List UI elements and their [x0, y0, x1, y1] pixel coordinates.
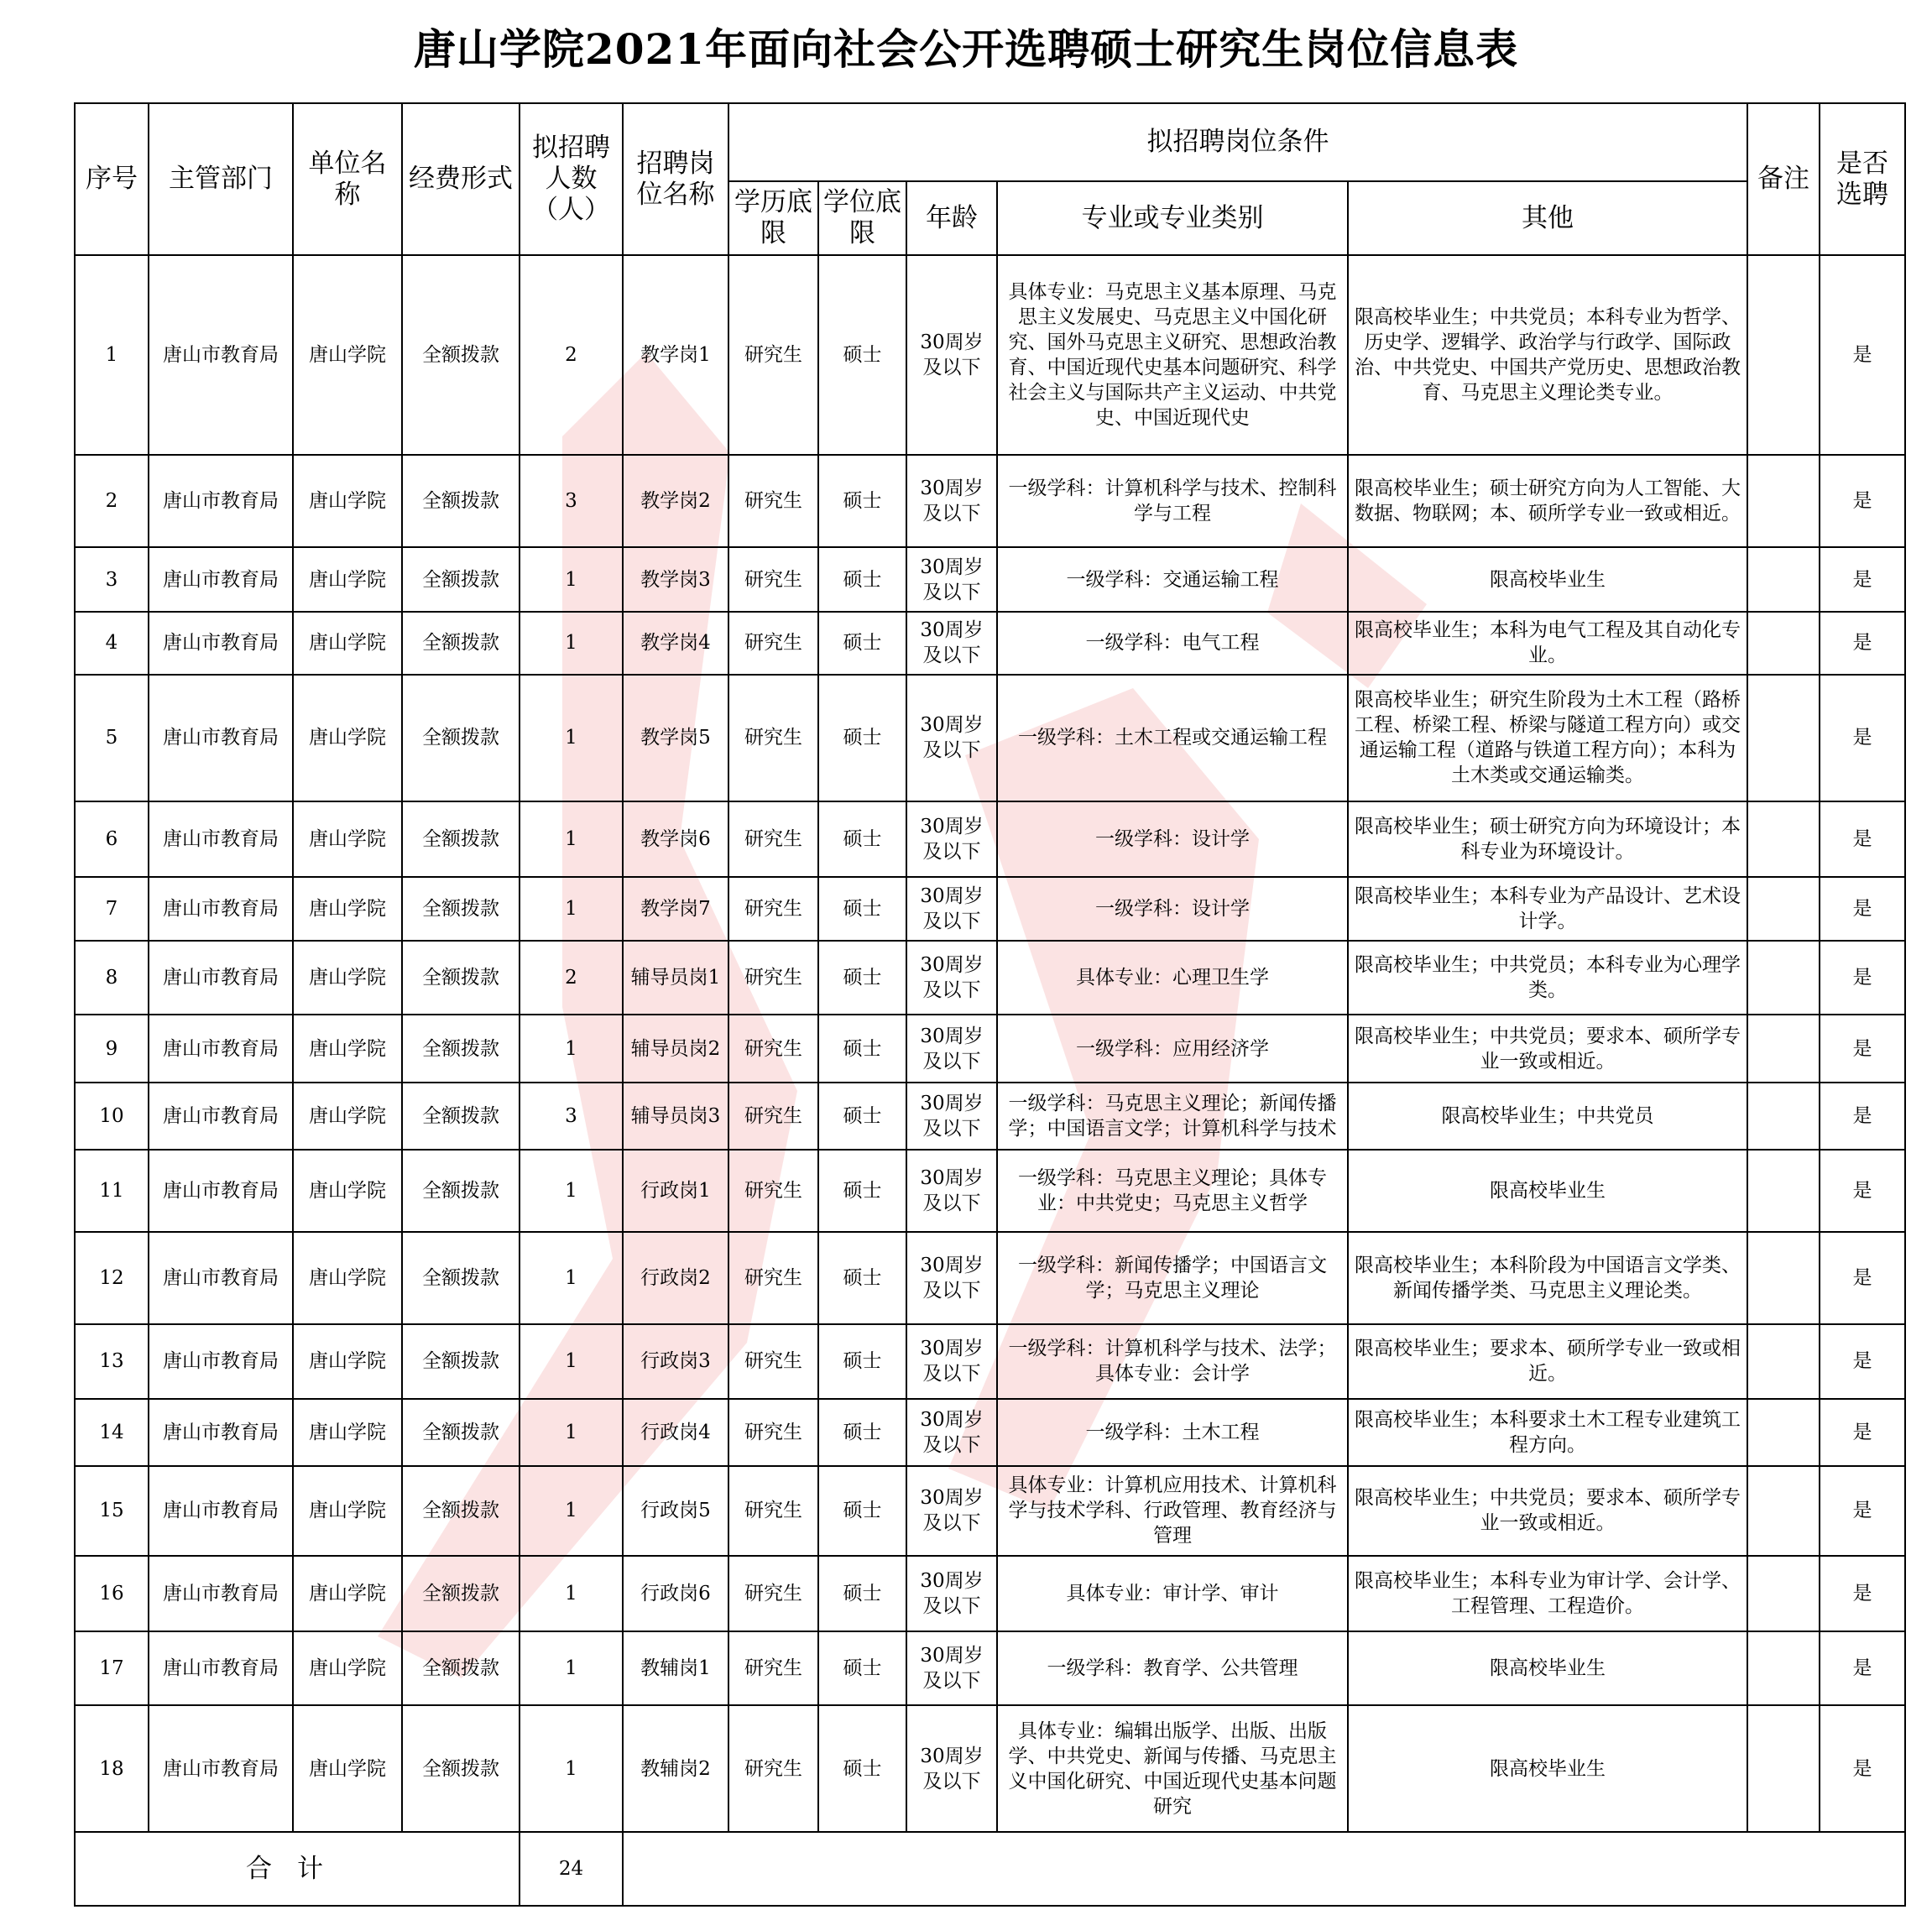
cell-age: 30周岁及以下 [906, 877, 997, 941]
cell-seq: 1 [75, 255, 149, 455]
cell-major: 具体专业：计算机应用技术、计算机科学与技术学科、行政管理、教育经济与管理 [997, 1466, 1348, 1556]
cell-unit: 唐山学院 [293, 1083, 402, 1150]
cell-count: 1 [520, 547, 623, 612]
cell-funding: 全额拨款 [402, 1705, 520, 1831]
table-row [75, 255, 1905, 455]
cell-select: 是 [1820, 1466, 1905, 1556]
cell-other: 限高校毕业生；中共党员；本科专业为心理学类。 [1348, 941, 1747, 1015]
cell-seq: 6 [75, 801, 149, 877]
cell-dept: 唐山市教育局 [149, 547, 293, 612]
table-row [75, 547, 1905, 612]
cell-remark [1747, 455, 1820, 547]
cell-post: 辅导员岗3 [623, 1083, 728, 1150]
cell-select: 是 [1820, 1556, 1905, 1631]
header-other: 其他 [1348, 181, 1747, 255]
cell-other: 限高校毕业生；本科要求土木工程专业建筑工程方向。 [1348, 1399, 1747, 1466]
cell-major: 一级学科：应用经济学 [997, 1015, 1348, 1082]
table-row [75, 1324, 1905, 1398]
cell-age: 30周岁及以下 [906, 1083, 997, 1150]
cell-dept: 唐山市教育局 [149, 1466, 293, 1556]
cell-seq: 16 [75, 1556, 149, 1631]
cell-count: 1 [520, 1232, 623, 1324]
cell-count: 3 [520, 1083, 623, 1150]
cell-unit: 唐山学院 [293, 1150, 402, 1232]
cell-select: 是 [1820, 1705, 1905, 1831]
table-row [75, 801, 1905, 877]
cell-other: 限高校毕业生 [1348, 1150, 1747, 1232]
cell-remark [1747, 675, 1820, 801]
cell-other: 限高校毕业生；中共党员 [1348, 1083, 1747, 1150]
cell-seq: 7 [75, 877, 149, 941]
cell-degree: 硕士 [818, 1324, 906, 1398]
cell-other: 限高校毕业生；本科专业为审计学、会计学、工程管理、工程造价。 [1348, 1556, 1747, 1631]
cell-age: 30周岁及以下 [906, 1705, 997, 1831]
cell-post: 教学岗1 [623, 255, 728, 455]
cell-remark [1747, 1705, 1820, 1831]
cell-dept: 唐山市教育局 [149, 455, 293, 547]
table-row [75, 877, 1905, 941]
cell-major: 具体专业：编辑出版学、出版、出版学、中共党史、新闻与传播、马克思主义中国化研究、中国近现代史基本问题研究 [997, 1705, 1348, 1831]
cell-age: 30周岁及以下 [906, 1631, 997, 1705]
cell-count: 3 [520, 455, 623, 547]
cell-other: 限高校毕业生；本科阶段为中国语言文学类、新闻传播学类、马克思主义理论类。 [1348, 1232, 1747, 1324]
cell-count: 1 [520, 801, 623, 877]
cell-post: 行政岗3 [623, 1324, 728, 1398]
cell-count: 2 [520, 941, 623, 1015]
header-remark: 备注 [1747, 103, 1820, 255]
cell-remark [1747, 1399, 1820, 1466]
cell-seq: 13 [75, 1324, 149, 1398]
cell-count: 1 [520, 1150, 623, 1232]
positions-table [74, 102, 1906, 1907]
cell-post: 行政岗1 [623, 1150, 728, 1232]
cell-edu: 研究生 [728, 1232, 818, 1324]
cell-dept: 唐山市教育局 [149, 1324, 293, 1398]
total-count: 24 [520, 1832, 623, 1906]
cell-count: 1 [520, 612, 623, 674]
header-post: 招聘岗位名称 [623, 103, 728, 255]
cell-degree: 硕士 [818, 675, 906, 801]
cell-edu: 研究生 [728, 1466, 818, 1556]
cell-major: 一级学科：计算机科学与技术、控制科学与工程 [997, 455, 1348, 547]
cell-edu: 研究生 [728, 455, 818, 547]
cell-dept: 唐山市教育局 [149, 1232, 293, 1324]
cell-unit: 唐山学院 [293, 1705, 402, 1831]
cell-funding: 全额拨款 [402, 1150, 520, 1232]
cell-funding: 全额拨款 [402, 1631, 520, 1705]
cell-seq: 9 [75, 1015, 149, 1082]
cell-degree: 硕士 [818, 1705, 906, 1831]
cell-edu: 研究生 [728, 941, 818, 1015]
cell-seq: 12 [75, 1232, 149, 1324]
cell-post: 教辅岗1 [623, 1631, 728, 1705]
cell-post: 教学岗6 [623, 801, 728, 877]
cell-select: 是 [1820, 455, 1905, 547]
header-count: 拟招聘人数（人） [520, 103, 623, 255]
cell-age: 30周岁及以下 [906, 675, 997, 801]
cell-unit: 唐山学院 [293, 612, 402, 674]
cell-remark [1747, 547, 1820, 612]
header-seq: 序号 [75, 103, 149, 255]
cell-other: 限高校毕业生；中共党员；要求本、硕所学专业一致或相近。 [1348, 1015, 1747, 1082]
header-dept: 主管部门 [149, 103, 293, 255]
cell-select: 是 [1820, 801, 1905, 877]
cell-edu: 研究生 [728, 1324, 818, 1398]
cell-count: 1 [520, 877, 623, 941]
cell-dept: 唐山市教育局 [149, 675, 293, 801]
cell-degree: 硕士 [818, 1556, 906, 1631]
cell-count: 1 [520, 1705, 623, 1831]
cell-post: 教学岗3 [623, 547, 728, 612]
cell-other: 限高校毕业生；中共党员；要求本、硕所学专业一致或相近。 [1348, 1466, 1747, 1556]
table-row [75, 1466, 1905, 1556]
cell-select: 是 [1820, 612, 1905, 674]
table-row [75, 1015, 1905, 1082]
cell-remark [1747, 1556, 1820, 1631]
cell-funding: 全额拨款 [402, 455, 520, 547]
cell-seq: 2 [75, 455, 149, 547]
cell-age: 30周岁及以下 [906, 1015, 997, 1082]
cell-funding: 全额拨款 [402, 877, 520, 941]
cell-major: 一级学科：土木工程或交通运输工程 [997, 675, 1348, 801]
cell-post: 行政岗5 [623, 1466, 728, 1556]
cell-major: 具体专业：心理卫生学 [997, 941, 1348, 1015]
cell-unit: 唐山学院 [293, 1399, 402, 1466]
cell-select: 是 [1820, 255, 1905, 455]
cell-unit: 唐山学院 [293, 455, 402, 547]
cell-remark [1747, 255, 1820, 455]
cell-remark [1747, 1083, 1820, 1150]
cell-degree: 硕士 [818, 547, 906, 612]
cell-other: 限高校毕业生 [1348, 547, 1747, 612]
cell-unit: 唐山学院 [293, 1556, 402, 1631]
cell-edu: 研究生 [728, 1556, 818, 1631]
cell-edu: 研究生 [728, 255, 818, 455]
cell-edu: 研究生 [728, 675, 818, 801]
cell-count: 2 [520, 255, 623, 455]
cell-select: 是 [1820, 877, 1905, 941]
cell-select: 是 [1820, 1015, 1905, 1082]
cell-post: 行政岗6 [623, 1556, 728, 1631]
cell-funding: 全额拨款 [402, 612, 520, 674]
cell-seq: 18 [75, 1705, 149, 1831]
cell-post: 教学岗2 [623, 455, 728, 547]
cell-other: 限高校毕业生；中共党员；本科专业为哲学、历史学、逻辑学、政治学与行政学、国际政治、中共党史、中国共产党历史、思想政治教育、马克思主义理论类专业。 [1348, 255, 1747, 455]
cell-age: 30周岁及以下 [906, 1556, 997, 1631]
cell-count: 1 [520, 675, 623, 801]
cell-other: 限高校毕业生；研究生阶段为土木工程（路桥工程、桥梁工程、桥梁与隧道工程方向）或交通运输工程（道路与铁道工程方向）；本科为土木类或交通运输类。 [1348, 675, 1747, 801]
cell-count: 1 [520, 1399, 623, 1466]
cell-age: 30周岁及以下 [906, 612, 997, 674]
cell-select: 是 [1820, 1399, 1905, 1466]
cell-post: 辅导员岗2 [623, 1015, 728, 1082]
cell-remark [1747, 1466, 1820, 1556]
table-row [75, 1399, 1905, 1466]
cell-dept: 唐山市教育局 [149, 1399, 293, 1466]
table-row [75, 1631, 1905, 1705]
cell-major: 一级学科：设计学 [997, 877, 1348, 941]
cell-dept: 唐山市教育局 [149, 941, 293, 1015]
cell-seq: 17 [75, 1631, 149, 1705]
table-row [75, 1232, 1905, 1324]
cell-count: 1 [520, 1631, 623, 1705]
cell-edu: 研究生 [728, 612, 818, 674]
table-row [75, 675, 1905, 801]
cell-dept: 唐山市教育局 [149, 1556, 293, 1631]
cell-unit: 唐山学院 [293, 547, 402, 612]
table-row [75, 1705, 1905, 1831]
cell-unit: 唐山学院 [293, 1232, 402, 1324]
cell-select: 是 [1820, 1083, 1905, 1150]
cell-funding: 全额拨款 [402, 1015, 520, 1082]
cell-degree: 硕士 [818, 1150, 906, 1232]
cell-degree: 硕士 [818, 255, 906, 455]
cell-age: 30周岁及以下 [906, 941, 997, 1015]
cell-unit: 唐山学院 [293, 877, 402, 941]
cell-edu: 研究生 [728, 1631, 818, 1705]
cell-other: 限高校毕业生；本科专业为产品设计、艺术设计学。 [1348, 877, 1747, 941]
cell-select: 是 [1820, 1232, 1905, 1324]
cell-unit: 唐山学院 [293, 255, 402, 455]
header-unit: 单位名称 [293, 103, 402, 255]
cell-age: 30周岁及以下 [906, 547, 997, 612]
cell-count: 1 [520, 1466, 623, 1556]
cell-edu: 研究生 [728, 1015, 818, 1082]
cell-funding: 全额拨款 [402, 1556, 520, 1631]
total-label: 合计 [75, 1832, 520, 1906]
cell-dept: 唐山市教育局 [149, 877, 293, 941]
cell-major: 一级学科：马克思主义理论；新闻传播学；中国语言文学；计算机科学与技术 [997, 1083, 1348, 1150]
cell-count: 1 [520, 1015, 623, 1082]
cell-seq: 3 [75, 547, 149, 612]
cell-funding: 全额拨款 [402, 1324, 520, 1398]
table-row [75, 941, 1905, 1015]
cell-remark [1747, 1631, 1820, 1705]
cell-dept: 唐山市教育局 [149, 612, 293, 674]
cell-edu: 研究生 [728, 1705, 818, 1831]
cell-other: 限高校毕业生；要求本、硕所学专业一致或相近。 [1348, 1324, 1747, 1398]
cell-select: 是 [1820, 1631, 1905, 1705]
cell-other: 限高校毕业生 [1348, 1705, 1747, 1831]
cell-post: 行政岗2 [623, 1232, 728, 1324]
page-title: 唐山学院2021年面向社会公开选聘硕士研究生岗位信息表 [413, 24, 1519, 74]
cell-remark [1747, 1324, 1820, 1398]
cell-degree: 硕士 [818, 941, 906, 1015]
cell-degree: 硕士 [818, 455, 906, 547]
cell-unit: 唐山学院 [293, 675, 402, 801]
table-row [75, 612, 1905, 674]
cell-select: 是 [1820, 941, 1905, 1015]
cell-major: 一级学科：教育学、公共管理 [997, 1631, 1348, 1705]
header-age: 年龄 [906, 181, 997, 255]
cell-post: 教学岗7 [623, 877, 728, 941]
cell-post: 辅导员岗1 [623, 941, 728, 1015]
cell-dept: 唐山市教育局 [149, 255, 293, 455]
header-select: 是否选聘 [1820, 103, 1905, 255]
table-row [75, 1556, 1905, 1631]
cell-post: 教学岗4 [623, 612, 728, 674]
table-row [75, 455, 1905, 547]
table-body [75, 255, 1905, 1831]
cell-major: 一级学科：电气工程 [997, 612, 1348, 674]
cell-degree: 硕士 [818, 612, 906, 674]
cell-dept: 唐山市教育局 [149, 1150, 293, 1232]
cell-degree: 硕士 [818, 801, 906, 877]
cell-major: 一级学科：计算机科学与技术、法学；具体专业：会计学 [997, 1324, 1348, 1398]
cell-major: 一级学科：设计学 [997, 801, 1348, 877]
cell-remark [1747, 877, 1820, 941]
cell-funding: 全额拨款 [402, 1083, 520, 1150]
table-row [75, 1083, 1905, 1150]
cell-seq: 8 [75, 941, 149, 1015]
cell-select: 是 [1820, 1150, 1905, 1232]
cell-major: 一级学科：土木工程 [997, 1399, 1348, 1466]
cell-count: 1 [520, 1556, 623, 1631]
cell-seq: 14 [75, 1399, 149, 1466]
cell-seq: 5 [75, 675, 149, 801]
cell-count: 1 [520, 1324, 623, 1398]
cell-remark [1747, 1150, 1820, 1232]
cell-funding: 全额拨款 [402, 941, 520, 1015]
cell-age: 30周岁及以下 [906, 1232, 997, 1324]
cell-unit: 唐山学院 [293, 1631, 402, 1705]
cell-dept: 唐山市教育局 [149, 801, 293, 877]
cell-remark [1747, 801, 1820, 877]
cell-age: 30周岁及以下 [906, 801, 997, 877]
cell-seq: 10 [75, 1083, 149, 1150]
cell-post: 行政岗4 [623, 1399, 728, 1466]
cell-seq: 15 [75, 1466, 149, 1556]
cell-unit: 唐山学院 [293, 1015, 402, 1082]
cell-seq: 4 [75, 612, 149, 674]
cell-age: 30周岁及以下 [906, 1399, 997, 1466]
cell-other: 限高校毕业生；硕士研究方向为环境设计；本科专业为环境设计。 [1348, 801, 1747, 877]
cell-age: 30周岁及以下 [906, 455, 997, 547]
cell-age: 30周岁及以下 [906, 255, 997, 455]
cell-funding: 全额拨款 [402, 255, 520, 455]
cell-unit: 唐山学院 [293, 801, 402, 877]
cell-degree: 硕士 [818, 877, 906, 941]
cell-unit: 唐山学院 [293, 941, 402, 1015]
cell-dept: 唐山市教育局 [149, 1705, 293, 1831]
cell-unit: 唐山学院 [293, 1466, 402, 1556]
cell-other: 限高校毕业生 [1348, 1631, 1747, 1705]
header-major: 专业或专业类别 [997, 181, 1348, 255]
total-row [75, 1832, 1905, 1906]
cell-funding: 全额拨款 [402, 1232, 520, 1324]
cell-seq: 11 [75, 1150, 149, 1232]
cell-edu: 研究生 [728, 1150, 818, 1232]
table-row [75, 1150, 1905, 1232]
cell-dept: 唐山市教育局 [149, 1015, 293, 1082]
cell-major: 具体专业：马克思主义基本原理、马克思主义发展史、马克思主义中国化研究、国外马克思主义研究、思想政治教育、中国近现代史基本问题研究、科学社会主义与国际共产主义运动、中共党史、中国近现代史 [997, 255, 1348, 455]
cell-edu: 研究生 [728, 877, 818, 941]
header-edu: 学历底限 [728, 181, 818, 255]
cell-select: 是 [1820, 1324, 1905, 1398]
cell-degree: 硕士 [818, 1083, 906, 1150]
cell-age: 30周岁及以下 [906, 1324, 997, 1398]
cell-age: 30周岁及以下 [906, 1150, 997, 1232]
cell-dept: 唐山市教育局 [149, 1631, 293, 1705]
cell-unit: 唐山学院 [293, 1324, 402, 1398]
cell-degree: 硕士 [818, 1015, 906, 1082]
cell-remark [1747, 1015, 1820, 1082]
cell-major: 一级学科：新闻传播学；中国语言文学；马克思主义理论 [997, 1232, 1348, 1324]
cell-major: 一级学科：马克思主义理论；具体专业：中共党史；马克思主义哲学 [997, 1150, 1348, 1232]
cell-funding: 全额拨款 [402, 801, 520, 877]
cell-age: 30周岁及以下 [906, 1466, 997, 1556]
cell-post: 教辅岗2 [623, 1705, 728, 1831]
cell-edu: 研究生 [728, 801, 818, 877]
header-degree: 学位底限 [818, 181, 906, 255]
cell-degree: 硕士 [818, 1399, 906, 1466]
cell-remark [1747, 941, 1820, 1015]
cell-remark [1747, 612, 1820, 674]
cell-funding: 全额拨款 [402, 675, 520, 801]
cell-edu: 研究生 [728, 1083, 818, 1150]
cell-funding: 全额拨款 [402, 1399, 520, 1466]
cell-degree: 硕士 [818, 1466, 906, 1556]
cell-edu: 研究生 [728, 547, 818, 612]
cell-degree: 硕士 [818, 1631, 906, 1705]
total-empty [623, 1832, 1905, 1906]
cell-post: 教学岗5 [623, 675, 728, 801]
cell-degree: 硕士 [818, 1232, 906, 1324]
cell-select: 是 [1820, 675, 1905, 801]
cell-dept: 唐山市教育局 [149, 1083, 293, 1150]
header-funding: 经费形式 [402, 103, 520, 255]
cell-remark [1747, 1232, 1820, 1324]
cell-funding: 全额拨款 [402, 1466, 520, 1556]
cell-funding: 全额拨款 [402, 547, 520, 612]
cell-other: 限高校毕业生；硕士研究方向为人工智能、大数据、物联网；本、硕所学专业一致或相近。 [1348, 455, 1747, 547]
cell-major: 一级学科：交通运输工程 [997, 547, 1348, 612]
cell-major: 具体专业：审计学、审计 [997, 1556, 1348, 1631]
cell-select: 是 [1820, 547, 1905, 612]
cell-other: 限高校毕业生；本科为电气工程及其自动化专业。 [1348, 612, 1747, 674]
cell-edu: 研究生 [728, 1399, 818, 1466]
header-conditions: 拟招聘岗位条件 [728, 103, 1747, 181]
